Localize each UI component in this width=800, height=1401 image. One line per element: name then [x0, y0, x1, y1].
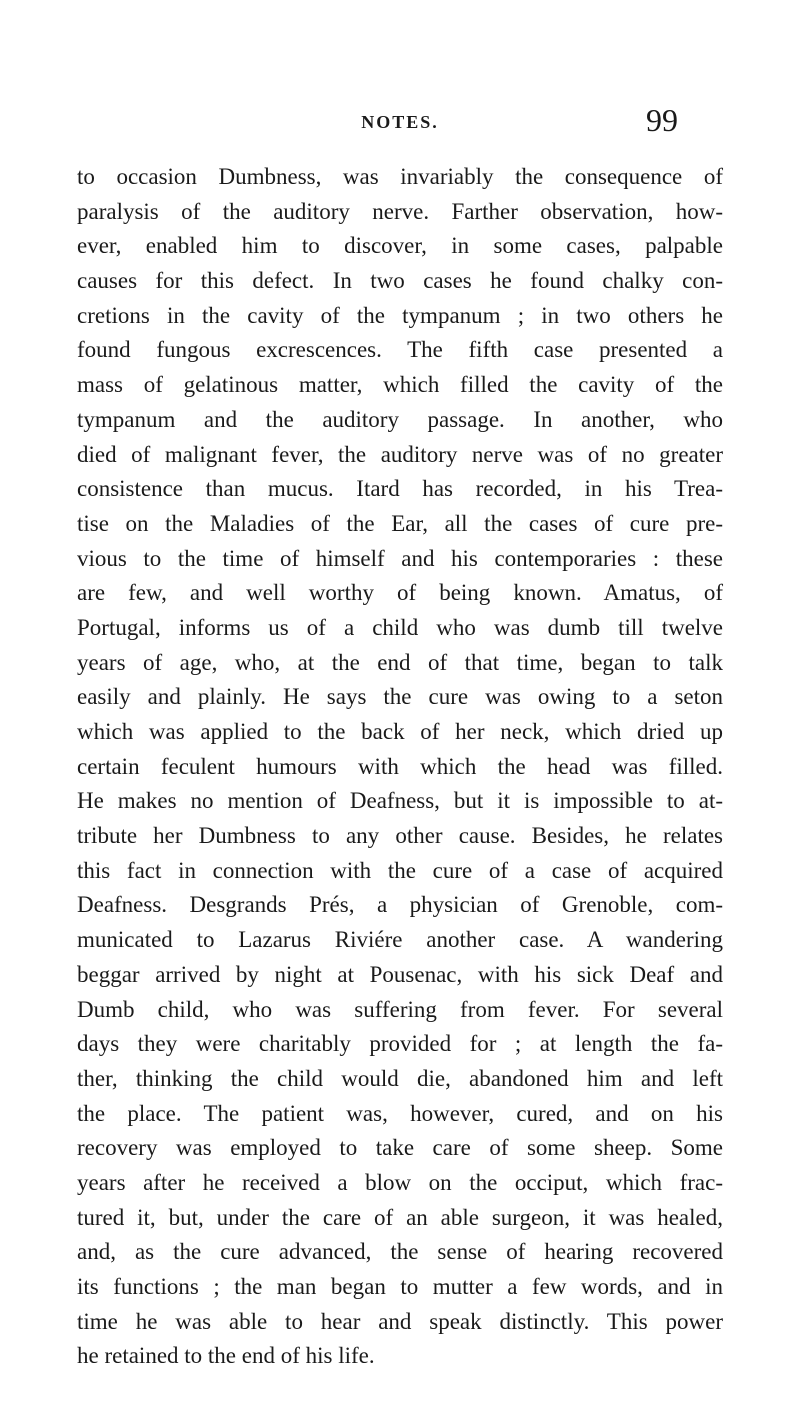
body-text	[77, 160, 723, 1374]
text-line: tise on the Maladies of the Ear, all the cases of cure pre-	[77, 510, 723, 536]
text-line: tured it, but, under the care of an able surgeon, it was healed,	[77, 1204, 723, 1230]
text-line: found fungous excrescences. The fifth case presented a	[77, 337, 723, 363]
text-line: are few, and well worthy of being known. Amatus, of	[77, 580, 723, 606]
running-title: NOTES.	[361, 112, 439, 132]
text-line: mass of gelatinous matter, which filled the cavity of the	[77, 372, 723, 398]
text-line: vious to the time of himself and his contemporaries : these	[77, 545, 723, 571]
text-line: Dumb child, who was suffering from fever. For several	[77, 996, 723, 1022]
text-line: this fact in connection with the cure of a case of acquired	[77, 857, 723, 883]
text-line: beggar arrived by night at Pousenac, with his sick Deaf and	[77, 961, 723, 987]
text-line: the place. The patient was, however, cured, and on his	[77, 1100, 723, 1126]
text-line: cretions in the cavity of the tympanum ; in two others he	[77, 302, 723, 328]
text-line: paralysis of the auditory nerve. Farther observation, how-	[77, 198, 723, 224]
text-line: municated to Lazarus Riviére another case. A wandering	[77, 927, 723, 953]
text-line: tympanum and the auditory passage. In another, who	[77, 406, 723, 432]
text-line: causes for this defect. In two cases he found chalky con-	[77, 268, 723, 294]
text-line: years of age, who, at the end of that time, began to talk	[77, 649, 723, 675]
text-line: died of malignant fever, the auditory nerve was of no greater	[77, 441, 723, 467]
text-line: years after he received a blow on the occiput, which frac-	[77, 1169, 723, 1195]
text-line: its functions ; the man began to mutter a few words, and in	[77, 1274, 723, 1299]
text-line: days they were charitably provided for ; at length the fa-	[77, 1031, 723, 1057]
text-line: ever, enabled him to discover, in some cases, palpable	[77, 233, 723, 259]
page-number: 99	[646, 102, 678, 138]
text-line: certain feculent humours with which the head was filled.	[77, 753, 723, 779]
text-line: and, as the cure advanced, the sense of hearing recovered	[77, 1239, 723, 1265]
text-line: he retained to the end of his life.	[77, 1343, 375, 1369]
text-line: Portugal, informs us of a child who was dumb till twelve	[77, 614, 723, 640]
text-line: consistence than mucus. Itard has recorded, in his Trea-	[77, 476, 723, 502]
text-line: ther, thinking the child would die, abandoned him and left	[77, 1065, 723, 1091]
text-line: Deafness. Desgrands Prés, a physician of Grenoble, com-	[77, 892, 723, 918]
text-line: time he was able to hear and speak distinctly. This power	[77, 1308, 723, 1334]
text-line: to occasion Dumbness, was invariably the consequence of	[77, 164, 723, 189]
text-line: easily and plainly. He says the cure was owing to a seton	[77, 684, 723, 710]
text-line: which was applied to the back of her neck, which dried up	[77, 719, 723, 744]
text-line: He makes no mention of Deafness, but it is impossible to at-	[77, 788, 723, 814]
text-line: tribute her Dumbness to any other cause. Besides, he relates	[77, 823, 723, 849]
running-head	[0, 100, 800, 140]
text-line: recovery was employed to take care of some sheep. Some	[77, 1135, 723, 1161]
